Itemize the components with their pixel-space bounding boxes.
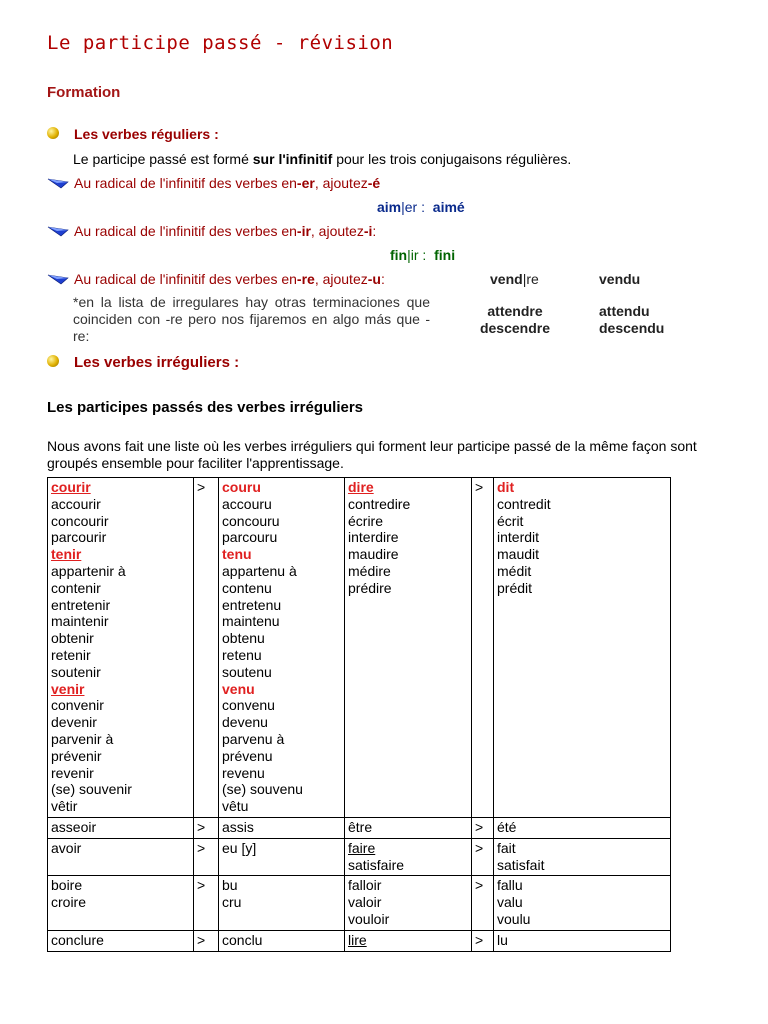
participle-cell [219,838,345,876]
regular-verbs-heading-row [47,126,219,142]
arrow-cell: > [472,817,494,838]
verb-entry: dire [348,479,374,495]
page-title: Le participe passé - révision [47,32,394,54]
participle-cell [219,478,345,818]
verb-entry: lire [348,931,367,948]
infinitive-cell [345,930,472,951]
verb-entry: maudire [348,546,399,563]
verb-entry: interdit [497,529,540,546]
infinitive-cell [345,876,472,930]
verb-entry: venu [222,680,255,697]
verb-entry: valoir [348,894,382,911]
example-ir: fin|ir : fini [390,247,456,263]
arrow-cell: > [472,478,494,818]
verb-entry: contenu [222,579,272,596]
participle-cell [494,876,671,930]
verb-entry: asseoir [51,818,97,835]
table-row [48,817,671,838]
irregular-verbs-heading-row [47,354,239,371]
example-re-result: vendu [599,271,641,287]
verb-entry: prédit [497,579,533,596]
infinitive-cell [48,930,194,951]
verb-entry: appartenir à [51,562,126,579]
verb-entry: falloir [348,877,382,894]
verb-entry: soutenu [222,663,272,680]
verb-entry: bu [222,877,238,894]
verb-entry: accouru [222,495,272,512]
infinitive-cell [345,817,472,838]
verb-entry: maintenir [51,613,109,630]
verb-entry: devenu [222,714,268,731]
arrow-cell: > [472,930,494,951]
infinitive-cell [48,478,194,818]
verb-entry: eu [y] [222,839,257,856]
verb-entry: satisfaire [348,856,405,873]
infinitive-cell [345,478,472,818]
verb-entry: prévenir [51,747,102,764]
irregular-section-heading: Les participes passés des verbes irréguliers [47,399,364,416]
arrow-cell: > [194,930,219,951]
verb-entry: revenu [222,764,265,781]
re-examples-participles: attendu descendu [599,303,665,336]
verb-entry: conclu [222,931,263,948]
infinitive-cell [48,876,194,930]
verb-entry: contredire [348,495,411,512]
verb-entry: appartenu à [222,562,297,579]
verb-entry: interdire [348,529,399,546]
verb-entry: boire [51,877,83,894]
participle-cell [494,478,671,818]
verb-entry: parcourir [51,529,107,546]
verb-entry: parvenir à [51,730,114,747]
blue-arrow-icon [47,273,69,285]
rule-er: Au radical de l'infinitif des verbes en -er , ajoutez -é [47,175,380,191]
verb-entry: lu [497,931,508,948]
gold-ball-bullet-icon [47,127,59,139]
verb-entry: revenir [51,764,94,781]
participle-cell [219,930,345,951]
regular-verbs-heading: Les verbes réguliers : [74,126,219,142]
regular-verbs-text: Le participe passé est formé sur l'infinitif pour les trois conjugaisons régulières. [73,151,572,167]
arrow-cell: > [194,478,219,818]
blue-arrow-icon [47,177,69,189]
infinitive-cell [48,838,194,876]
verb-entry: soutenir [51,663,101,680]
participle-cell [494,817,671,838]
arrow-cell: > [194,817,219,838]
arrow-cell: > [472,838,494,876]
infinitive-cell [345,838,472,876]
verb-entry: faire [348,839,376,856]
re-note: *en la lista de irregulares hay otras terminaciones que coinciden con -re pero nos fijaremos en algo más que -re: [73,294,430,344]
verb-entry: satisfait [497,856,545,873]
verb-entry: fait [497,839,516,856]
verb-entry: vouloir [348,910,390,927]
verb-entry: entretenu [222,596,282,613]
verb-entry: concouru [222,512,280,529]
table-row [48,478,671,818]
participle-cell [494,930,671,951]
irregular-verbs-table [47,477,671,952]
verb-entry: assis [222,818,254,835]
verb-entry: obtenir [51,630,94,647]
verb-entry: contenir [51,579,101,596]
verb-entry: écrit [497,512,524,529]
verb-entry: (se) souvenu [222,781,303,798]
verb-entry: entretenir [51,596,111,613]
arrow-cell: > [472,876,494,930]
irregular-intro: Nous avons fait une liste où les verbes irréguliers qui forment leur participe passé de la même façon sont groupés ensemble pour faciliter l'apprentissage. [47,438,697,471]
rule-re: Au radical de l'infinitif des verbes en -re , ajoutez -u : [47,271,385,287]
verb-entry: contredit [497,495,551,512]
rule-ir: Au radical de l'infinitif des verbes en -ir , ajoutez -i : [47,223,376,239]
table-row [48,876,671,930]
verb-entry: voulu [497,910,531,927]
table-row [48,838,671,876]
verb-entry: été [497,818,517,835]
verb-entry: retenu [222,646,262,663]
verb-entry: tenir [51,546,82,563]
verb-entry: concourir [51,512,109,529]
verb-entry: vêtir [51,798,78,815]
verb-entry: maintenu [222,613,280,630]
verb-entry: prévenu [222,747,273,764]
example-re-stem: vend|re [490,271,539,287]
arrow-cell: > [194,876,219,930]
verb-entry: médire [348,562,391,579]
formation-heading: Formation [47,84,121,101]
arrow-cell: > [194,838,219,876]
verb-entry: obtenu [222,630,265,647]
verb-entry: cru [222,894,242,911]
verb-entry: dit [497,479,515,495]
verb-entry: devenir [51,714,97,731]
participle-cell [219,876,345,930]
gold-ball-bullet-icon [47,355,59,367]
table-row [48,930,671,951]
verb-entry: conclure [51,931,104,948]
verb-entry: retenir [51,646,91,663]
verb-entry: parcouru [222,529,278,546]
blue-arrow-icon [47,225,69,237]
verb-entry: convenu [222,697,275,714]
verb-entry: être [348,818,373,835]
infinitive-cell [48,817,194,838]
verb-entry: prédire [348,579,392,596]
re-examples-infinitives: attendre descendre [479,303,551,336]
verb-entry: valu [497,894,523,911]
verb-entry: avoir [51,839,82,856]
verb-entry: tenu [222,546,252,563]
irregular-verbs-heading: Les verbes irréguliers : [74,354,240,371]
verb-entry: parvenu à [222,730,285,747]
verb-entry: fallu [497,877,523,894]
participle-cell [494,838,671,876]
verb-entry: (se) souvenir [51,781,132,798]
verb-entry: convenir [51,697,104,714]
participle-cell [219,817,345,838]
verb-entry: médit [497,562,532,579]
verb-entry: couru [222,479,261,495]
verb-entry: maudit [497,546,540,563]
verb-entry: courir [51,479,91,495]
verb-entry: vêtu [222,798,249,815]
verb-entry: écrire [348,512,384,529]
verb-entry: croire [51,894,87,911]
verb-entry: accourir [51,495,101,512]
example-er: aim|er : aimé [377,199,465,215]
verb-entry: venir [51,680,85,697]
